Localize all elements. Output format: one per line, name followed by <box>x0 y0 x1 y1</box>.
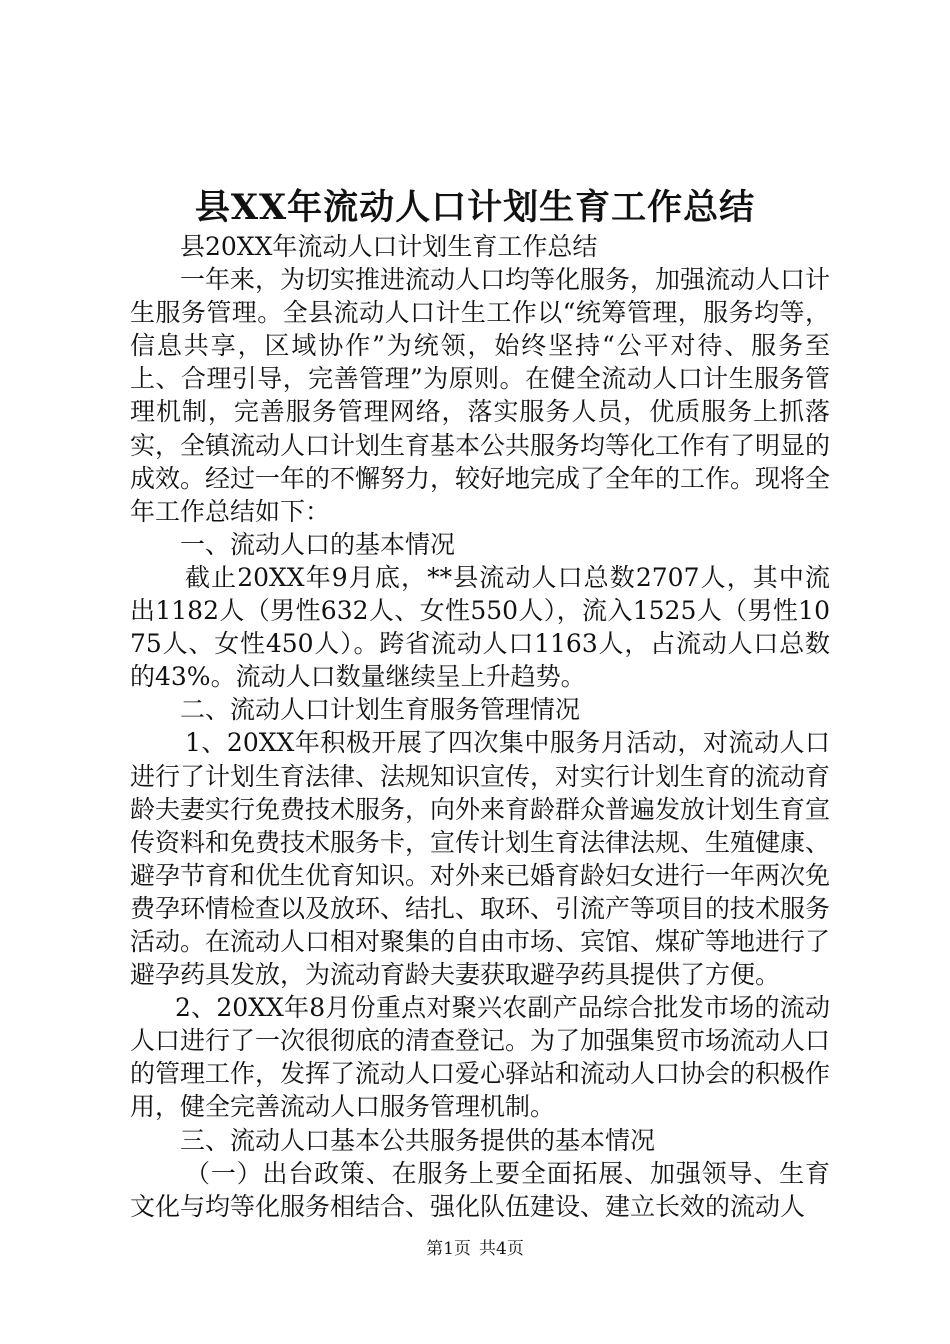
document-title: 县XX年流动人口计划生育工作总结 <box>194 187 756 228</box>
section-1-paragraph: 截止20XX年9月底，**县流动人口总数2707人，其中流出1182人（男性632人、女性550人），流入1525人（男性1075人、女性450人）。跨省流动人口1163人，占流动人口总数的43%。流动人口数量继续呈上升趋势。 <box>130 562 830 692</box>
intro-paragraph: 一年来，为切实推进流动人口均等化服务，加强流动人口计生服务管理。全县流动人口计生工作以“统筹管理，服务均等，信息共享，区域协作”为统领，始终坚持“公平对待、服务至上、合理引导，完善管理”为原则。在健全流动人口计生服务管理机制，完善服务管理网络，落实服务人员，优质服务上抓落实，全镇流动人口计划生育基本公共服务均等化工作有了明显的成效。经过一年的不懈努力，较好地完成了全年的工作。现将全年工作总结如下： <box>130 265 831 526</box>
section-heading-3: 三、流动人口基本公共服务提供的基本情况 <box>180 1125 656 1155</box>
section-heading-1: 一、流动人口的基本情况 <box>180 529 456 559</box>
section-2-item-1: 1、20XX年积极开展了四次集中服务月活动，对流动人口进行了计划生育法律、法规知识宣传，对实行计划生育的流动育龄夫妻实行免费技术服务，向外来育龄群众普遍发放计划生育宣传资料和免费技术服务卡，宣传计划生育法律法规、生殖健康、避孕节育和优生优育知识。对外来已婚育龄妇女进行一年两次免费孕环情检查以及放环、结扎、取环、引流产等项目的技术服务活动。在流动人口相对聚集的自由市场、宾馆、煤矿等地进行了避孕药具发放，为流动育龄夫妻获取避孕药具提供了方便。 <box>130 728 831 990</box>
section-heading-2: 二、流动人口计划生育服务管理情况 <box>180 695 581 725</box>
section-2-item-2: 2、20XX年8月份重点对聚兴农副产品综合批发市场的流动人口进行了一次很彻底的清查登记。为了加强集贸市场流动人口的管理工作，发挥了流动人口爱心驿站和流动人口协会的积极作用，健全完善流动人口服务管理机制。 <box>130 993 831 1122</box>
page-footer <box>0 1237 950 1261</box>
section-3-item-1: （一）出台政策、在服务上要全面拓展、加强领导、生育文化与均等化服务相结合、强化队伍建设、建立长效的流动人 <box>130 1158 830 1221</box>
subtitle-paragraph: 县20XX年流动人口计划生育工作总结 <box>180 232 598 261</box>
page-number: 第1页 <box>426 1239 471 1259</box>
page-total: 共4页 <box>479 1239 524 1259</box>
document-body <box>130 230 830 1223</box>
